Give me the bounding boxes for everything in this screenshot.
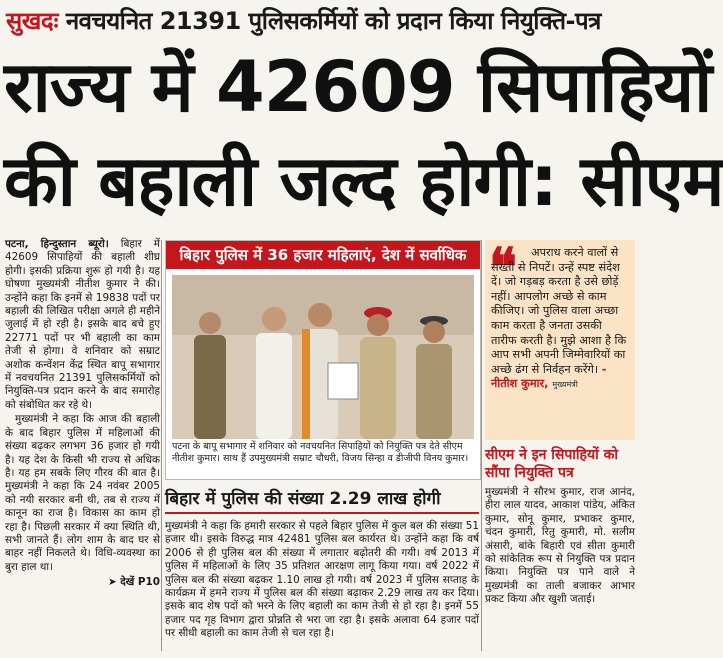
second-story-body: मुख्यमंत्री ने कहा कि हमारी सरकार से पहले बिहार पुलिस में कुल बल की संख्या 51 हजार थी। इसके विरुद्ध मात्र 42481 पुलिस बल कार्यरत थे। उन्होंने कहा कि वर्ष 2006 से ही पुलिस बल की संख्या में लगातार बढ़ोतरी की गयी। वर्ष 2013 में पुलिस में महिलाओं के लिए 35 प्रतिशत आरक्षण लागू किया गया। वर्ष 2022 में पुलिस बल की संख्या बढ़कर 1.10 लाख हो गयी। वर्ष 2023 में पुलिस सप्ताह के कार्यक्रम में हमने राज्य में पुलिस बल की संख्या बढ़ाकर 2.29 लाख तय कर दिया। इसके बाद शेष पदों को भरने के लिए बहाली का काम तेजी से हो रहा है। इनमें 55 हजार पद गृह विभाग द्वारा प्रोन्नति से भरा जा रहा है। इसके अलावा 64 हजार पदों पर सीधी बहाली का काम तेजी से चल रहा है।: [165, 520, 479, 640]
quote-mark-icon: ❝: [489, 237, 517, 298]
headline-line-1: राज्य में 42609 सिपाहियों: [4, 46, 712, 128]
column-divider: [481, 240, 482, 651]
main-story-para-1-text: बिहार में 42609 सिपाहियों की बहाली शीघ्र होगी। इसकी प्रक्रिया शुरू हो गयी है। यह घोषणा मुख्यमंत्री नीतीश कुमार ने की। उन्होंने कहा कि इनमें से 19838 पदों पर बहाली की लिखित परीक्षा अगले ही महीने जुलाई में हो रही है। इसके बाद बचे हुए 22771 पदों पर भी बहाली का काम तेजी से होगा। वे शनिवार को सम्राट अशोक कन्वेंशन केंद्र स्थित बापू सभागार में नवचयनित 21391 पुलिसकर्मियों को नियुक्ति-पत्र प्रदान करने के बाद समारोह को संबोधित कर रहे थे।: [5, 238, 160, 411]
continued-link[interactable]: ➤ देखें P10: [107, 576, 160, 589]
photo-section: [165, 240, 481, 480]
column-divider: [161, 240, 162, 651]
event-photo-illustration: [172, 275, 474, 439]
photo-caption: पटना के बापू सभागार में शनिवार को नवचयनित सिपाहियों को नियुक्ति पत्र देते सीएम नीतीश कुमार। साथ हैं उपमुख्यमंत्री सम्राट चौधरी, विजय सिन्हा व डीजीपी विनय कुमार।: [172, 441, 469, 464]
second-story-heading: बिहार में पुलिस की संख्या 2.29 लाख होगी: [165, 486, 479, 514]
side-story: [485, 446, 635, 651]
main-story-para-1: [5, 238, 160, 412]
certificate: [328, 363, 358, 399]
kicker-label: सुखदः: [6, 7, 58, 35]
event-photo: [172, 275, 474, 439]
photo-heading: बिहार पुलिस में 36 हजार महिलाएं, देश में सर्वाधिक: [166, 241, 480, 269]
headline-line-2: की बहाली जल्द होगी: सीएम: [4, 140, 723, 222]
side-story-heading: सीएम ने इन सिपाहियों को सौंपा नियुक्ति पत्र: [485, 447, 618, 481]
quote-role: मुख्यमंत्री: [552, 380, 578, 390]
kicker: [6, 4, 634, 40]
kicker-text: नवचयनित 21391 पुलिसकर्मियों को प्रदान किया नियुक्ति-पत्र: [65, 7, 601, 35]
second-story: [165, 486, 479, 651]
quote-text: अपराध करने वालों से सख्ती से निपटें। उन्हें स्पष्ट संदेश दें। जो गड़बड़ करता है उसे छोड़ें नहीं। आपलोग अच्छे से काम कीजिए। जो पुलिस वाला अच्छा काम करता है जनता उसकी तारीफ करती है। मुझे आशा है कि आप सभी अपनी जिम्मेवारियों का अच्छे ढंग से निर्वहन करेंगे।: [491, 246, 627, 376]
continued-label: देखें P10: [120, 576, 160, 589]
main-story-para-2: मुख्यमंत्री ने कहा कि आज की बहाली के बाद बिहार पुलिस में महिलाओं की संख्या बढ़कर लगभग 36 हजार हो गयी है। यह देश के किसी भी राज्य से अधिक है। यह हम सबके लिए गौरव की बात है। मुख्यमंत्री ने कहा कि 24 नवंबर 2005 को नयी सरकार बनी थी, तब से राज्य में कानून का राज है। विकास का काम हो रहा है। पिछली सरकार में क्या स्थिति थी, सभी जानते हैं। लोग शाम के बाद घर से बाहर नहीं निकलते थे। विधि-व्यवस्था का बुरा हाल था।: [5, 413, 160, 573]
dateline: पटना, हिन्दुस्तान ब्यूरो।: [5, 238, 109, 250]
quote-author: - नीतीश कुमार,: [491, 362, 607, 391]
quote-box: [485, 237, 635, 440]
main-story: [5, 238, 160, 650]
quote-text-block: [491, 246, 631, 393]
side-story-body: मुख्यमंत्री ने सौरभ कुमार, राज आनंद, हीरा लाल यादव, आकाश पांडेय, अंकित कुमार, सोनू कुमार, प्रभाकर कुमार, चंदन कुमारी, रितु कुमारी, मो. सलीम अंसारी, बांके बिहारी एवं सीता कुमारी को सांकेतिक रूप से नियुक्ति पत्र प्रदान किया। नियुक्ति पत्र पाने वाले ने मुख्यमंत्री का ताली बजाकर आभार प्रकट किया और खुशी जताई।: [485, 486, 635, 606]
